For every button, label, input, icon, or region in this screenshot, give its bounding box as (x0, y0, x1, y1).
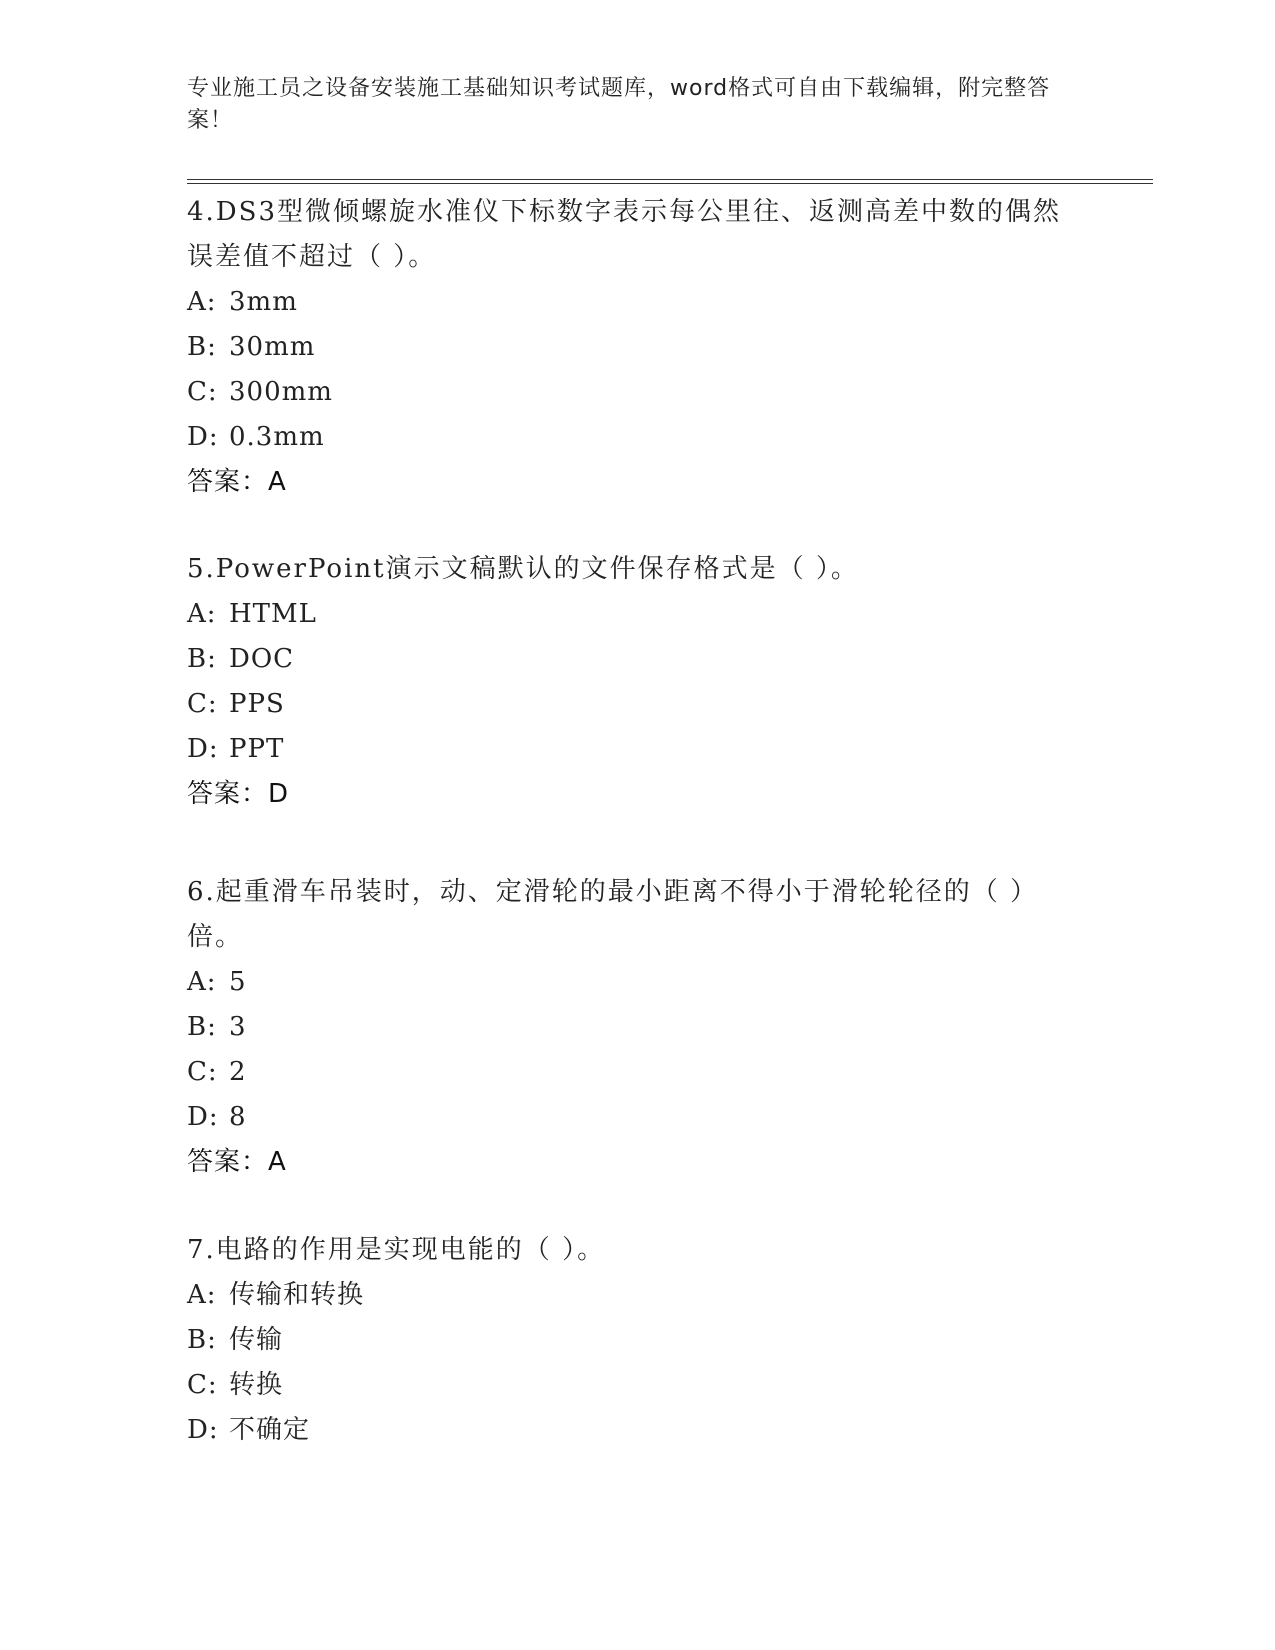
option-text: 2 (229, 1057, 247, 1087)
option-c (187, 370, 1087, 415)
option-d (187, 415, 1087, 460)
option-key: B: (187, 1325, 217, 1355)
option-key: A: (187, 599, 217, 629)
answer-line: 答案：A (187, 467, 287, 497)
option-key: A: (187, 287, 217, 317)
option-c (187, 682, 1087, 727)
header-double-rule (187, 179, 1153, 184)
option-d (187, 727, 1087, 772)
option-key: B: (187, 644, 217, 674)
option-text: 3mm (229, 287, 298, 317)
option-d (187, 1408, 1087, 1453)
option-text: PPT (229, 734, 285, 764)
option-b (187, 1005, 1087, 1050)
option-text: 传输和转换 (229, 1280, 365, 1310)
question-block (187, 190, 1087, 505)
question-stem: 4.DS3型微倾螺旋水准仪下标数字表示每公里往、返测高差中数的偶然误差值不超过（ ）。 (187, 197, 1062, 272)
option-c (187, 1050, 1087, 1095)
option-b (187, 637, 1087, 682)
option-a (187, 280, 1087, 325)
option-text: 3 (229, 1012, 247, 1042)
question-stem: 7.电路的作用是实现电能的（ ）。 (187, 1235, 606, 1265)
option-key: D: (187, 422, 219, 452)
option-key: A: (187, 1280, 217, 1310)
question-block (187, 870, 1087, 1185)
option-text: 5 (229, 967, 247, 997)
question-stem: 6.起重滑车吊装时，动、定滑轮的最小距离不得小于滑轮轮径的（ ）倍。 (187, 877, 1039, 952)
option-key: D: (187, 1102, 219, 1132)
option-text: HTML (229, 599, 317, 629)
question-block (187, 1228, 1087, 1453)
option-text: 转换 (229, 1370, 284, 1400)
option-a (187, 1273, 1087, 1318)
option-d (187, 1095, 1087, 1140)
option-key: B: (187, 332, 217, 362)
option-text: 30mm (229, 332, 316, 362)
option-text: 0.3mm (229, 422, 325, 452)
question-stem: 5.PowerPoint演示文稿默认的文件保存格式是（ ）。 (187, 554, 859, 584)
option-key: C: (187, 1057, 218, 1087)
option-text: 传输 (229, 1325, 284, 1355)
question-block (187, 547, 1087, 817)
option-key: C: (187, 377, 218, 407)
option-key: D: (187, 734, 219, 764)
option-text: 不确定 (229, 1415, 311, 1445)
option-a (187, 592, 1087, 637)
option-text: DOC (229, 644, 295, 674)
option-key: D: (187, 1415, 219, 1445)
option-b (187, 325, 1087, 370)
answer-line: 答案：D (187, 779, 290, 809)
document-header: 专业施工员之设备安装施工基础知识考试题库，word格式可自由下载编辑，附完整答案！ (187, 76, 1051, 133)
option-text: 300mm (229, 377, 333, 407)
option-a (187, 960, 1087, 1005)
option-key: C: (187, 1370, 218, 1400)
option-b (187, 1318, 1087, 1363)
option-text: PPS (229, 689, 285, 719)
option-c (187, 1363, 1087, 1408)
option-key: C: (187, 689, 218, 719)
option-key: A: (187, 967, 217, 997)
option-key: B: (187, 1012, 217, 1042)
option-text: 8 (229, 1102, 247, 1132)
answer-line: 答案：A (187, 1147, 287, 1177)
